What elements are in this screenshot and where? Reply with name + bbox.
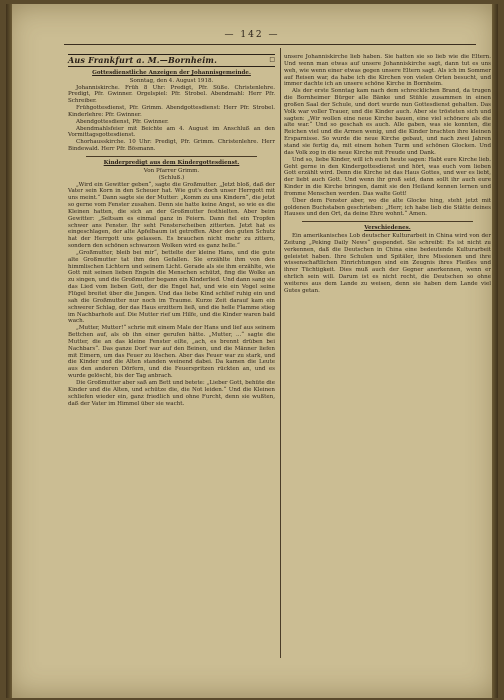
column-divider [280,48,281,658]
header-rule [64,44,476,45]
service-line: Johanniskirche. Früh 8 Uhr: Predigt, Pfr. Süße. Christenlehre. Predigt, Pfr. Gwinner. Orgelspiel: Pfr. Strobel. Abendmahl: Herr Pfr. Schreiber. [68,84,275,105]
article-paragraph: „Mutter, Mutter!“ schrie mit einem Male der Hans und lief aus seinem Bettchen auf, als ob ihn einer gerufen hätte. „Mutter, ...“ sagte die Mutter, die an das kleine Fenster eilte, „ach, es brennt drüben bei Nachbars“. Das ganze Dorf war auf den Beinen, und die Männer liefen mit Eimern, um das Feuer zu löschen. Aber das Feuer war zu stark, und die Kinder und die Alten standen weinend dabei. Da kamen die Leute aus den anderen Dörfern, und die Feuerspritzen rückten an, und es wurde gelöscht, bis der Tag anbrach. [68,325,275,380]
article-paragraph: „Wird ein Gewitter geben“, sagte die Großmutter. „Jetzt bloß, daß der Vater sein Korn in den Scheuer hat. Wie gut's doch unser Herrgott mit uns meint.“ Dann sagte sie der Mutter: „Komm zu uns Kindern“, die jetzt so gerne vom Fenster zusahen. Denn sie hatte keine Angst, so wie es die Kleinen hatten, die sich an der Großmutter festhielten. Aber beim Gewitter: „Seltsam es einmal ganz in Feiern. Dann fiel ein Tropfen schwer ans Fenster. Ihr seht Fensterscheiben zitterten. Jetzt hat es eingeschlagen, der alte Apfelbaum ist getroffen. Aber den guten Schutz hat der Herrgott uns gelassen. Es brauchen nicht mehr zu zittern, sondern den schönen schwarzen Wolken wird es ganz helle.“ [68,181,275,250]
article-paragraph: Über dem Fenster aber, wo die alte Glocke hing, steht jetzt mit goldenen Buchstaben geschrieben: „Herr, ich habe lieb die Stätte deines Hauses und den Ort, da deine Ehre wohnt.“ Amen. [284,197,491,218]
separator-rule [86,156,257,157]
article-paragraph: Und so, liebe Kinder, will ich euch heute sagen: Habt eure Kirche lieb. Geht gerne in den Kindergottesdienst und hört, was euch vom lieben Gott erzählt wird. Denn die Kirche ist das Haus Gottes, und wer es liebt, der liebt auch Gott. Und wenn ihr groß seid, dann sollt ihr auch eure Kinder in die Kirche bringen, damit sie den Heiland kennen lernen und fromme Menschen werden. Das walte Gott! [284,156,491,197]
right-column [284,54,491,295]
section-title: Aus Frankfurt a. M.—Bornheim. [68,55,218,65]
article-paragraph: „Großmutter, bleib bei mir“, bettelte der kleine Hans, und die gute alte Großmutter tat ihm den Gefallen. Sie erzählte ihm von den himmlischen Lichtern und seinem Licht. Gerade als sie ihm erzählte, wie Gott mit seinen lieben Engeln die Menschen schützt, fing die Wolke an zu singen, und die Großmutter begann ein Kinderlied. Und dann sang sie das Lied vom lieben Gott, der die Engel hat, und wie ein Vogel seine Flügel breitet über die Jungen. Und das liebe Kind schlief ruhig ein und sah die Großmutter nur noch im Traume. Kurze Zeit darauf kam ein schwerer Schlag, der das Haus erzittern ließ, und die helle Flamme stieg im Nachbarhofe auf. Die Mutter rief um Hilfe, und die Kinder waren bald wach. [68,249,275,325]
document-page [6,4,498,698]
section-header [68,54,275,67]
section-mark: □ [269,56,275,63]
left-column [68,54,275,407]
article-note: (Schluß.) [158,174,185,181]
service-heading: Gottesdienstliche Anzeigen der Johannisgemeinde. [92,69,251,76]
page-edge-left [6,4,12,698]
misc-paragraph: Ein amerikanisches Lob deutscher Kulturarbeit in China wird von der Zeitung „Peking Daily News“ gespendet. Sie schreibt: Es ist nicht zu verkennen, daß die Deutschen in China eine bedeutende Kulturarbeit geleistet haben. Ihre Schulen und Spitäler, ihre Missionen und ihre wissenschaftlichen Einrichtungen sind ein Zeugnis ihres Fleißes und ihrer Tüchtigkeit. Dies muß auch der Gegner anerkennen, wenn er ehrlich sein will. Darum ist es nicht recht, die Deutschen so ohne weiteres aus dem Lande zu weisen, denn sie haben dem Lande viel Gutes getan. [284,233,491,294]
article-paragraph: unsere Johanniskirche lieb haben. Sie hatten sie so lieb wie die Eltern. Und wenn man etwas auf unsere Johanniskirche sagt, dann tut es uns weh, wie wenn einer etwas gegen unsere Eltern sagt. Als ich im Sommer auf Reisen war, da habe ich die Kirchen von vielen Orten besucht, und immer dachte ich an unsere schöne Kirche in Bornheim. [284,54,491,88]
article-author: Von Pfarrer Grimm. [143,167,200,174]
service-line: Abendmahlsfeier mit Beichte am 4. August im Anschluß an den Vormittagsgottesdienst. [68,125,275,139]
separator-rule [302,221,473,222]
article-paragraph: Die Großmutter aber saß am Bett und betete: „Lieber Gott, behüte die Kinder und die Alten, und schütze die, die Not leiden.“ Und die Kleinen schliefen wieder ein, ganz friedlich und ohne Furcht, denn sie wußten, daß der Vater im Himmel über sie wacht. [68,379,275,407]
misc-heading: Verschiedenes. [364,225,411,232]
page-number: — 142 — [224,30,280,40]
service-line: Abendgottesdienst, Pfr. Gwinner. [76,118,169,125]
page-edge-right [492,4,498,698]
service-line: Chorhausskirche. 10 Uhr: Predigt, Pfr. Grimm. Christenlehre. Herr Bindewald. Herr Pfr. Bösmann. [68,139,275,153]
article-paragraph: Als der erste Sonntag kam nach dem schrecklichen Brand, da trugen die Bornheimer Bürger alle Bänke und Stühle zusammen in einen großen Saal der Schule, und dort wurde nun Gottesdienst gehalten. Das Volk war voller Trauer, und die Kinder auch. Aber sie trösteten sich und sagten: „Wir wollen eine neue Kirche bauen, eine viel schönere als die alte war.“ Und so geschah es auch. Alle gaben, was sie konnten, die Reichen viel und die Armen wenig, und die Kinder brachten ihre kleinen Ersparnisse. So wurde die neue Kirche gebaut, und nach zwei Jahren stand sie fertig da, mit einem hohen Turm und schönen Glocken. Und das Volk zog in die neue Kirche mit Freude und Dank. [284,88,491,156]
service-date: Sonntag, den 4. August 1918. [129,77,214,84]
article-heading: Kinderpredigt aus dem Kindergottesdienst. [103,159,240,166]
service-line: Frühgottesdienst, Pfr. Grimm. Abendgottesdienst: Herr Pfr. Strobel. Kinderlehre: Pfr. Gwinner. [68,105,275,118]
